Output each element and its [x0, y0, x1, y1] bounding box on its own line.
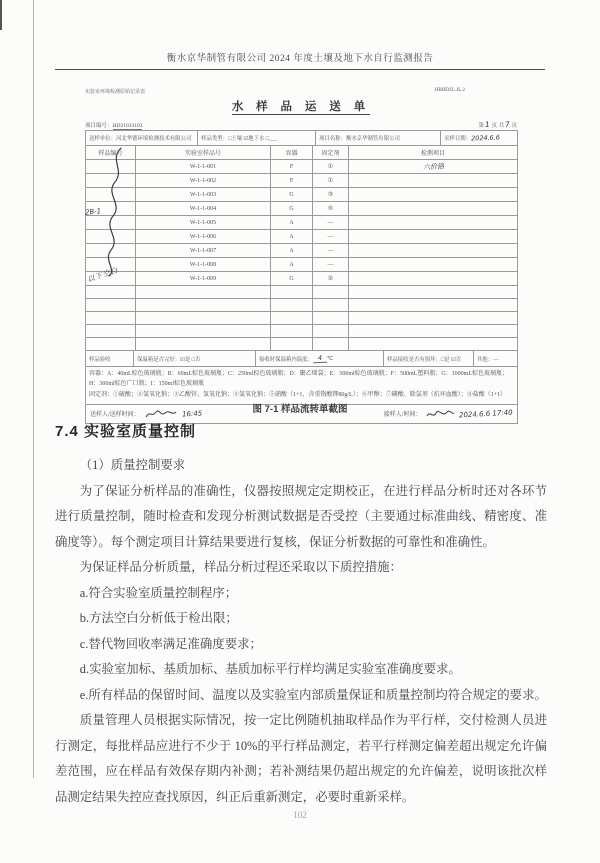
project-name-cell: 项目名称：衡水京华制管有限公司 — [316, 131, 441, 145]
handwritten-blank-note: 以下空白 — [86, 266, 120, 284]
table-header-row — [86, 146, 518, 160]
table-row: W-1-1-007 A — — [86, 244, 518, 258]
list-item-c: c.替代物回收率满足准确度要求； — [79, 636, 262, 651]
table-row: W-1-1-003 G ③ — [86, 188, 518, 202]
table-row: W-1-1-002 F ① — [86, 174, 518, 188]
col-fixative: 固定剂 — [313, 146, 349, 160]
handwritten-margin-code: 2B-1 — [84, 207, 102, 217]
sampling-date-cell: 采样日期： 2024.6.6 — [444, 133, 501, 143]
col-item: 检测项目 — [349, 146, 518, 160]
section-heading: 7.4 实验室质量控制 — [55, 423, 197, 440]
table-row: W-1-1-006 A — — [86, 230, 518, 244]
sender-cell: 送样单位：河北华德环境检测技术有限公司 — [86, 131, 198, 145]
handwritten-date: 2024.6.6 — [470, 133, 501, 143]
notes-row — [86, 367, 518, 405]
page-number: 102 — [293, 810, 307, 820]
col-container: 容器 — [271, 146, 313, 160]
table-empty-row — [86, 325, 518, 338]
list-item-a: a.符合实验室质量控制程序； — [79, 585, 238, 600]
handwritten-send-time: 16:45 — [181, 409, 203, 419]
coolbox-ok-cell: 保温箱是否完好：☑是 □否 — [134, 351, 256, 366]
sample-transport-table — [85, 130, 518, 424]
paragraph: 为了保证分析样品的准确性，仪器按照规定定期校正，在进行样品分析时还对各环节进行质量控制，随时检查和发现分析测试数据是否受控（主要通过标准曲线、精密度、准确度等）。每个测定项目计算结果要进行复核，保证分析数据的可靠性和准确性。 — [55, 483, 547, 549]
sample-type-cell: 样品类型：□土壤 ☑地下水 □___ — [198, 131, 316, 145]
col-lab-id: 实验室样品号 — [136, 146, 271, 160]
list-item-d: d.实验室加标、基质加标、基质加标平行样均满足实验室准确度要求。 — [79, 662, 461, 676]
list-item-b: b.方法空白分析低于检出限； — [79, 611, 238, 625]
damage-cell: 样品接收是否有损坏：□是 ☑否 — [384, 351, 474, 366]
form-page-info: 第 1 页 共 7 页 — [478, 119, 517, 130]
info-row — [86, 131, 518, 146]
table-row: W-1-1-005 A — — [86, 216, 518, 230]
table-row: W-1-1-009 G ② — [86, 272, 518, 286]
paragraph: 为保证样品分析质量，样品分析过程还采取以下质控措施： — [79, 560, 402, 574]
table-row: W-1-1-001 F ① 六价铬 — [86, 160, 518, 174]
container-legend: 容器：A：40mL棕色玻璃瓶；B：60mL棕色玻璃瓶；C：250ml棕色玻璃瓶；D：聚乙烯袋；E：500ml棕色玻璃瓶；F：500mL塑料瓶；G：1000mL棕色玻璃瓶；H：300ml棕色广口瓶；I：150ml棕色玻璃瓶 — [89, 371, 509, 388]
sender-sign-label: 送样人/送样时间： — [90, 412, 140, 419]
form-doc-code: HBHDZL.JL.2 — [434, 88, 465, 93]
handwritten-total: 7 — [505, 119, 511, 130]
section-7-4 — [55, 420, 547, 810]
list-item-e: e.所有样品的保留时间、温度以及实验室内部质量保证和质量控制均符合规定的要求。 — [79, 687, 547, 702]
table-row: W-1-1-008 A — — [86, 258, 518, 272]
other-cell: 其他：— — [477, 356, 499, 363]
table-empty-row — [86, 286, 518, 299]
form-record-note: 实验室环境检测原始记录表 — [85, 90, 146, 95]
figure-caption: 图 7-1 样品流转单截图 — [252, 404, 348, 415]
report-header-title: 衡水京华制管有限公司 2024 年度土壤及地下水自行监测报告 — [55, 50, 545, 70]
table-row: W-1-1-004 G ⑤ — [86, 202, 518, 216]
scan-artifact — [0, 0, 2, 30]
paragraph: （1）质量控制要求 — [79, 458, 186, 472]
acceptance-label: 样品验收 — [86, 351, 134, 366]
handwritten-receive-time: 2024.6.6 17:40 — [459, 408, 514, 419]
paragraph: 质量管理人员根据实际情况，按一定比例随机抽取样品作为平行样，交付检测人员进行测定，每批样品应进行不少于 10%的平行样品测定，若平行样测定偏差超出规定允许偏差范围，应在样品有效保存期内补测；若补测结果仍超出规定的允许偏差，说明该批次样品测定结果失控应查找原因，纠正后重新测定，必要时重新采样。 — [55, 713, 547, 804]
scanned-sample-form — [85, 88, 517, 424]
handwritten-page: 1 — [485, 119, 491, 130]
project-number: 项目编号：HD21033103 — [85, 123, 143, 129]
handwritten-item: 六价铬 — [422, 161, 444, 172]
table-empty-row — [86, 299, 518, 312]
receiver-sign-label: 接样人/时间： — [383, 412, 422, 419]
table-empty-row — [86, 312, 518, 325]
form-title: 水 样 品 运 送 单 — [231, 101, 371, 113]
table-empty-row — [86, 338, 518, 351]
temperature-cell: 接收时保温箱内温度： 4 ℃ — [256, 351, 384, 366]
col-sample-id: 样品编号 — [86, 146, 136, 160]
acceptance-row — [86, 351, 518, 367]
scan-margin-line — [33, 0, 34, 778]
handwritten-temp: 4 — [313, 354, 327, 363]
fixative-legend: 固定剂：①硫酸；②氢氧化钠；③乙酸锌、氢氧化钠；④氢氧化钠；⑤硝酸（1+1，含重铬酸钾80g/L）；⑥甲醇；⑦磷酸、除氯剂（抗坏血酸）；⑧盐酸（1+1） — [89, 392, 507, 399]
